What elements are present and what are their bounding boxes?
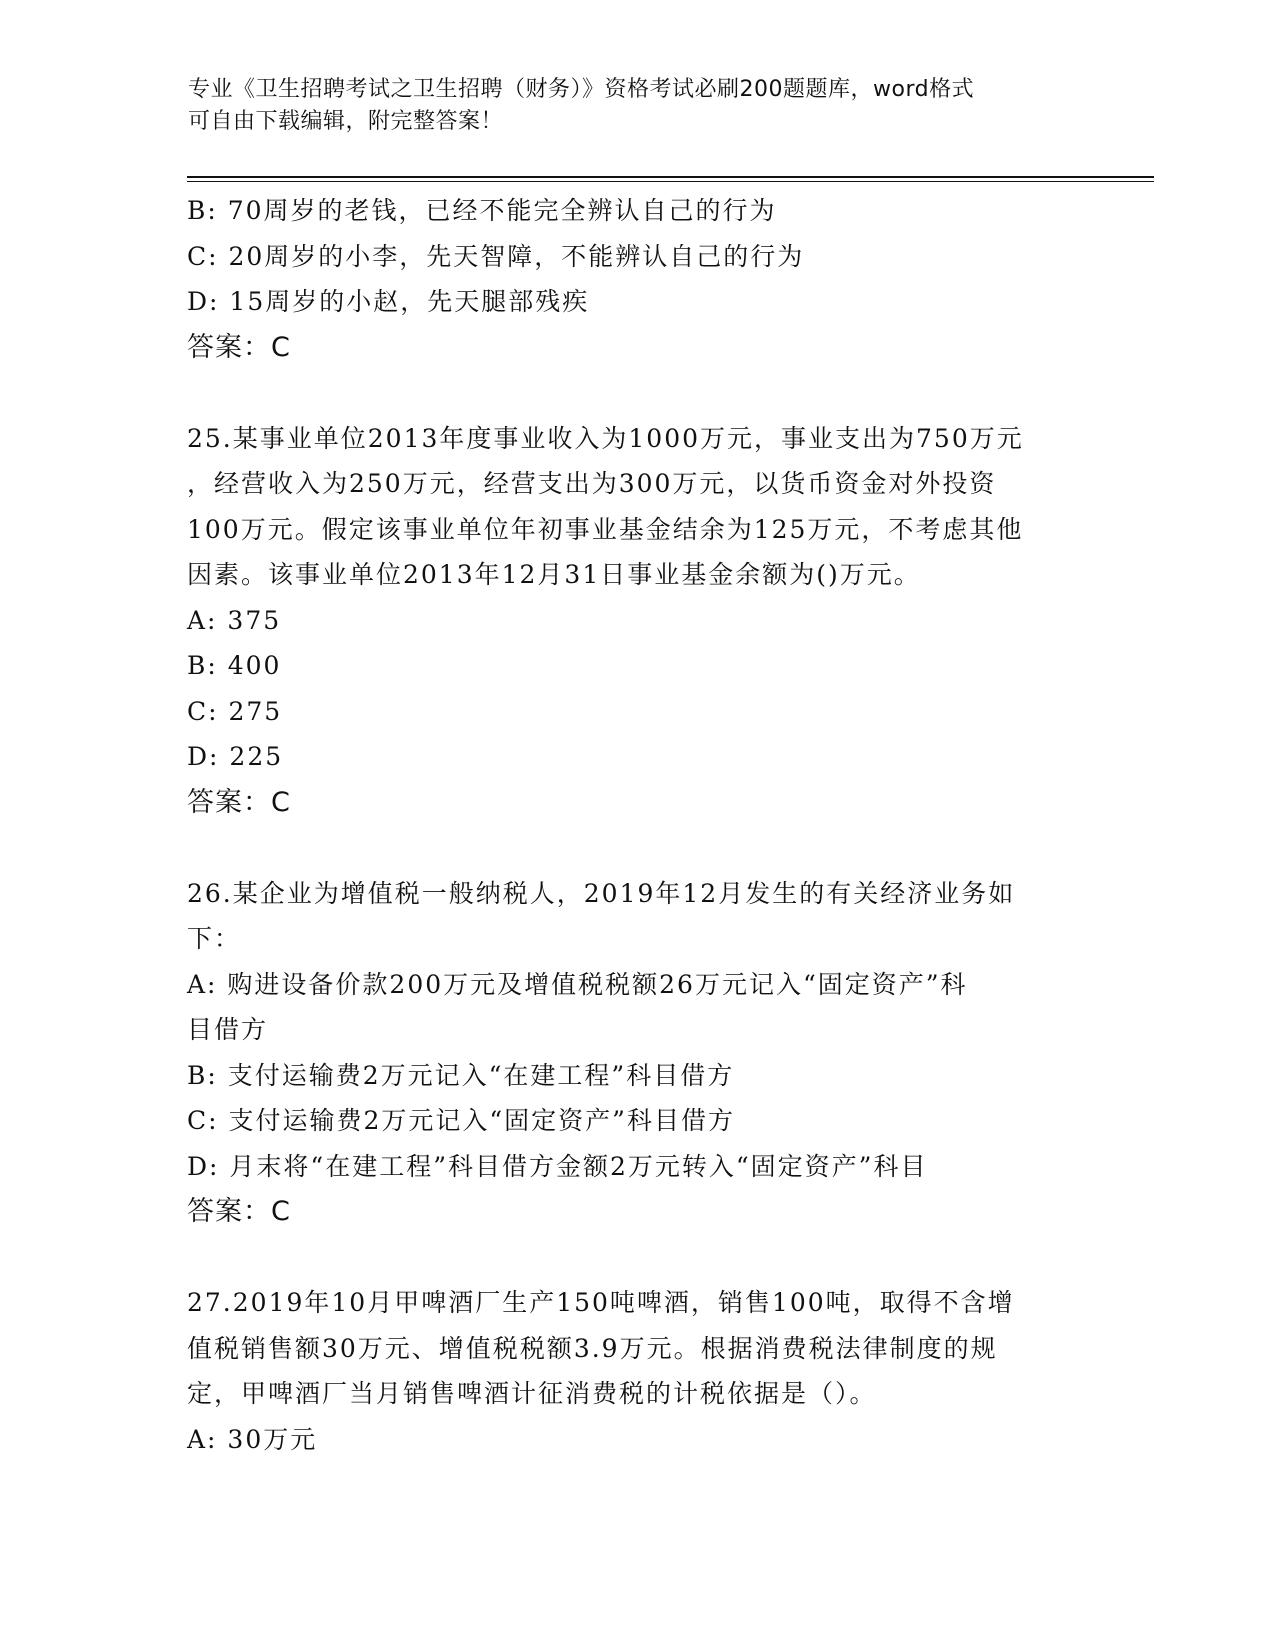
- option-d: D: 15周岁的小赵，先天腿部残疾: [187, 287, 590, 316]
- question-stem-line: ，经营收入为250万元，经营支出为300万元，以货币资金对外投资: [187, 469, 997, 498]
- document-body: [187, 188, 1087, 1462]
- option-a: A: 购进设备价款200万元及增值税税额26万元记入“固定资产”科: [187, 969, 968, 999]
- question-stem-line: 下：: [187, 924, 242, 953]
- option-b: B: 400: [187, 651, 282, 680]
- header-divider-thin: [187, 181, 1154, 182]
- question-stem-line: 27.2019年10月甲啤酒厂生产150吨啤酒，销售100吨，取得不含增: [187, 1288, 1015, 1317]
- option-a: A: 30万元: [187, 1424, 318, 1454]
- question-stem-line: 定，甲啤酒厂当月销售啤酒计征消费税的计税依据是（）。: [187, 1379, 877, 1408]
- header-divider-thick: [187, 176, 1154, 178]
- question-stem-line: 值税销售额30万元、增值税税额3.9万元。根据消费税法律制度的规: [187, 1333, 998, 1363]
- option-c: C: 20周岁的小李，先天智障，不能辨认自己的行为: [187, 241, 805, 271]
- document-header: [188, 74, 1088, 138]
- question-spacer: [187, 370, 1087, 416]
- option-a-continued: 目借方: [187, 1015, 269, 1044]
- answer-line: 答案：C: [187, 331, 291, 363]
- option-b: B: 70周岁的老钱，已经不能完全辨认自己的行为: [187, 196, 777, 225]
- question-stem-line: 25.某事业单位2013年度事业收入为1000万元，事业支出为750万元: [187, 423, 1024, 453]
- option-c: C: 支付运输费2万元记入“固定资产”科目借方: [187, 1106, 735, 1135]
- question-24-tail: [187, 188, 1087, 370]
- question-stem-line: 26.某企业为增值税一般纳税人，2019年12月发生的有关经济业务如: [187, 878, 1016, 908]
- header-title-line-1: 专业《卫生招聘考试之卫生招聘（财务）》资格考试必刷200题题库，word格式: [188, 77, 975, 102]
- option-d: D: 225: [187, 742, 284, 771]
- question-27: [187, 1280, 1087, 1462]
- option-b: B: 支付运输费2万元记入“在建工程”科目借方: [187, 1060, 735, 1090]
- answer-line: 答案：C: [187, 786, 291, 818]
- option-c: C: 275: [187, 696, 283, 726]
- option-d: D: 月末将“在建工程”科目借方金额2万元转入“固定资产”科目: [187, 1151, 928, 1181]
- answer-line: 答案：C: [187, 1196, 291, 1227]
- question-spacer: [187, 825, 1087, 871]
- option-a: A: 375: [187, 605, 282, 635]
- question-26: [187, 871, 1087, 1235]
- header-title-line-2: 可自由下载编辑，附完整答案！: [188, 109, 504, 134]
- question-spacer: [187, 1235, 1087, 1281]
- question-25: [187, 416, 1087, 826]
- question-stem-line: 100万元。假定该事业单位年初事业基金结余为125万元，不考虑其他: [187, 514, 1024, 544]
- question-stem-line: 因素。该事业单位2013年12月31日事业基金余额为()万元。: [187, 560, 921, 589]
